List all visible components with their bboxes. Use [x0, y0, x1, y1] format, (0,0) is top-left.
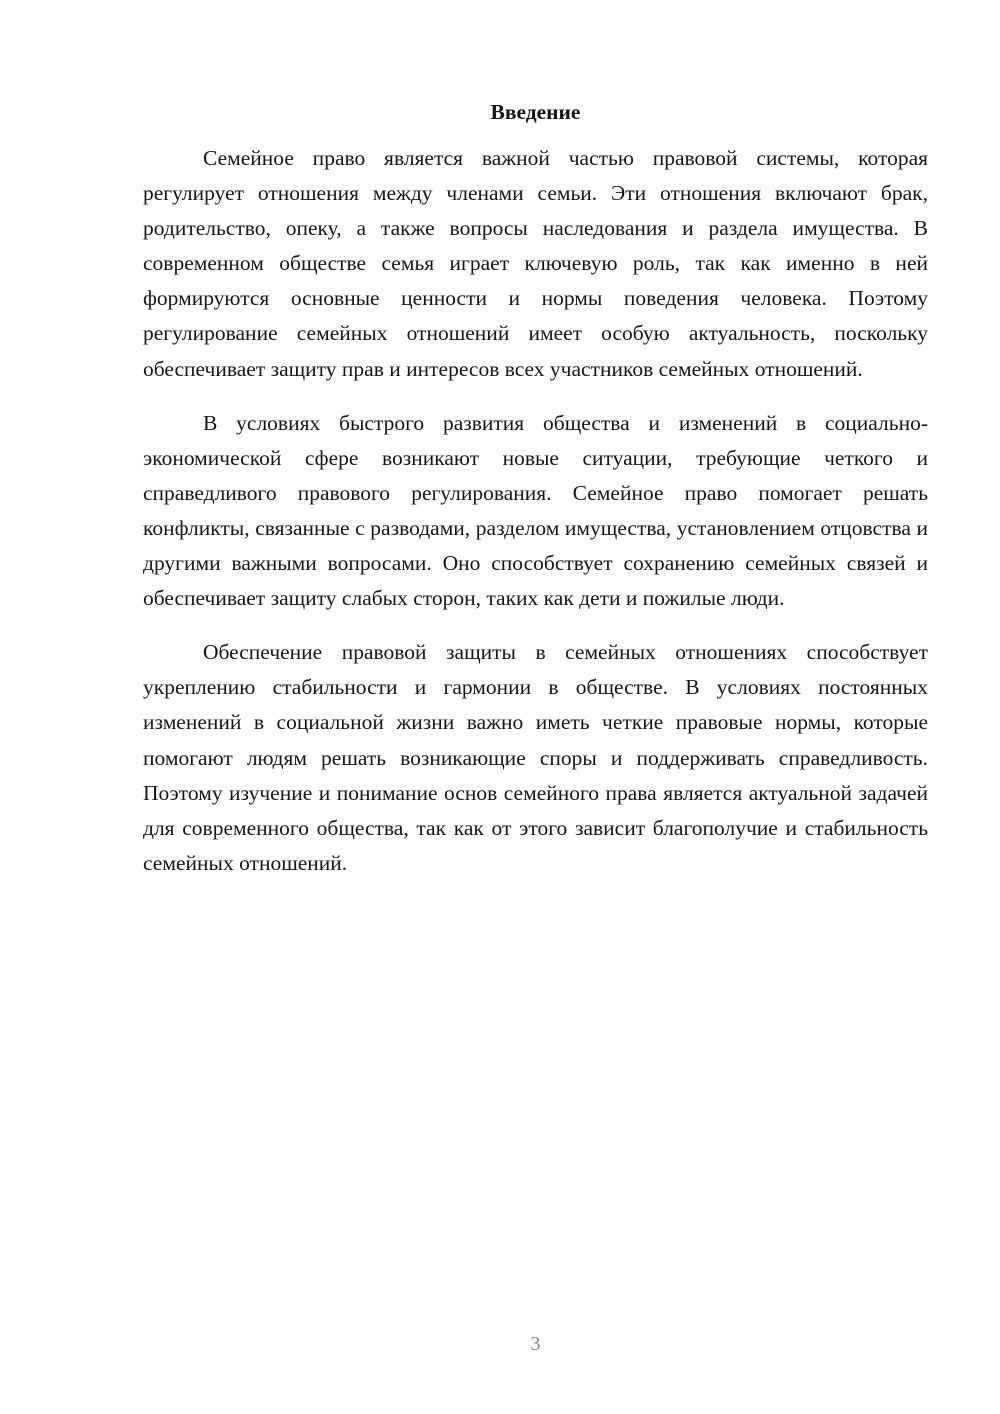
section-title: Введение — [490, 100, 581, 124]
paragraph-3: Обеспечение правовой защиты в семейных отношениях способствует укреплению стабильности и гармонии в обществе. В условиях постоянных изменений в социальной жизни важно иметь четкие правовые нормы, которые помогают людям решать возникающие споры и поддерживать справедливость. Поэтому изучение и понимание основ семейного права является актуальной задачей для современного общества, так как от этого зависит благополучие и стабильность семейных отношений. — [143, 640, 928, 875]
page-number: 3 — [530, 1333, 541, 1355]
paragraph-1: Семейное право является важной частью правовой системы, которая регулирует отношения между членами семьи. Эти отношения включают брак, родительство, опеку, а также вопросы наследования и раздела имущества. В современном обществе семья играет ключевую роль, так как именно в ней формируются основные ценности и нормы поведения человека. Поэтому регулирование семейных отношений имеет особую актуальность, поскольку обеспечивает защиту прав и интересов всех участников семейных отношений. — [143, 146, 928, 381]
body-text — [143, 141, 928, 900]
paragraph-2: В условиях быстрого развития общества и изменений в социально-экономической сфере возникают новые ситуации, требующие четкого и справедливого правового регулирования. Семейное право помогает решать конфликты, связанные с разводами, разделом имущества, установлением отцовства и другими важными вопросами. Оно способствует сохранению семейных связей и обеспечивает защиту слабых сторон, таких как дети и пожилые люди. — [143, 410, 928, 611]
